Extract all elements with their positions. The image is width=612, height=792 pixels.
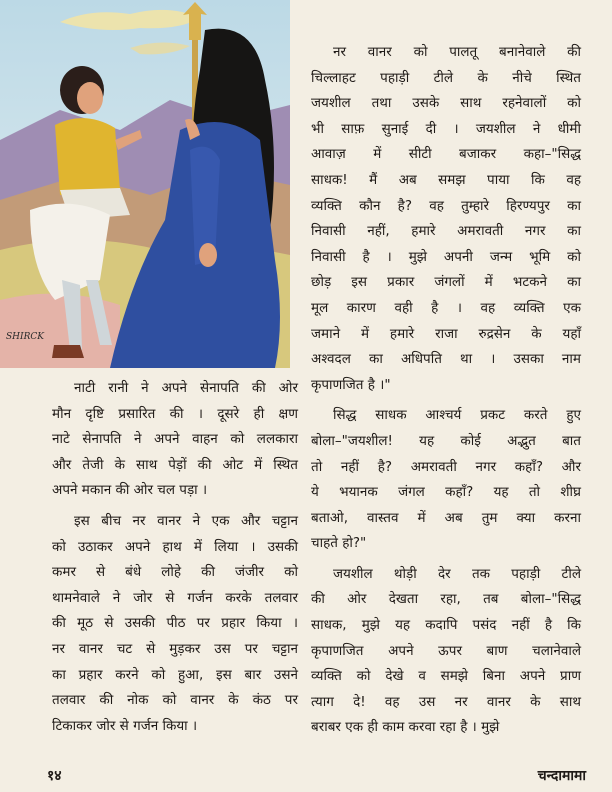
text-line: बताओ, वास्तव में अब तुम क्या करना	[311, 509, 581, 526]
illustration-art	[0, 0, 290, 368]
text-line: को उठाकर अपने हाथ में लिया । उसकी	[52, 538, 298, 555]
text-line: भी साफ़ सुनाई दी । जयशील ने धीमी	[311, 120, 581, 137]
text-line: छोड़ इस प्रकार जंगलों में भटकने का	[311, 274, 581, 291]
text-line: अपने मकान की ओर चल पड़ा ।	[52, 482, 208, 499]
text-line: साधक, मुझे यह कदापि पसंद नहीं है कि	[311, 617, 581, 634]
paragraph	[52, 376, 298, 504]
text-line: मौन दृष्टि प्रसारित की । दूसरे ही क्षण	[52, 405, 298, 422]
text-line: की मूठ से उसकी पीठ पर प्रहार किया ।	[52, 615, 298, 632]
text-line: कमर से बंधे लोहे की जंजीर को	[52, 564, 298, 581]
text-line: जयशील थोड़ी देर तक पहाड़ी टीले	[333, 565, 581, 582]
text-line: थामनेवाले ने जोर से गर्जन करके तलवार	[52, 589, 298, 606]
text-line: बोला–"जयशील! यह कोई अद्भुत बात	[311, 432, 581, 449]
text-line: और तेजी के साथ पेड़ों की ओट में स्थित	[52, 456, 298, 473]
text-line: नर वानर चट से मुड़कर उस पर चट्टान	[52, 640, 298, 657]
text-line: चिल्लाहट पहाड़ी टीले के नीचे स्थित	[311, 69, 581, 86]
text-line: कृपाणजित अपने ऊपर बाण चलानेवाले	[311, 642, 581, 659]
paragraph	[311, 403, 581, 557]
story-illustration	[0, 0, 290, 368]
text-line: इस बीच नर वानर ने एक और चट्टान	[74, 512, 298, 529]
page-footer	[0, 764, 612, 792]
text-line: जयशील तथा उसके साथ रहनेवालों को	[311, 95, 581, 112]
text-line: ये भयानक जंगल कहाँ? यह तो शीघ्र	[311, 484, 581, 501]
artist-signature: SHIRCK	[6, 332, 44, 342]
text-line: की ओर देखता रहा, तब बोला–"सिद्ध	[311, 591, 581, 608]
text-line: आवाज़ में सीटी बजाकर कहा–"सिद्ध	[311, 146, 581, 163]
text-line: का प्रहार करने को हुआ, इस बार उसने	[52, 666, 298, 683]
text-line: कृपाणजित है ।"	[311, 376, 391, 393]
left-text-column	[52, 376, 298, 739]
text-line: त्याग दे! वह उस नर वानर के साथ	[311, 693, 581, 710]
text-line: निवासी है । मुझे अपनी जन्म भूमि को	[311, 248, 581, 265]
text-line: व्यक्ति को देखे व समझे बिना अपने प्राण	[311, 668, 581, 685]
magazine-name: चन्दामामा	[537, 768, 586, 784]
text-line: नर वानर को पालतू बनानेवाले की	[333, 44, 581, 60]
page-number: १४	[47, 768, 62, 784]
text-line: व्यक्ति कौन है? वह तुम्हारे हिरण्यपुर का	[311, 197, 581, 214]
text-line: बराबर एक ही काम करवा रहा है । मुझे	[311, 719, 500, 736]
paragraph	[52, 509, 298, 739]
text-line: अश्वदल का अधिपति था । उसका नाम	[311, 351, 581, 368]
text-line: जमाने में हमारे राजा रुद्रसेन के यहाँ	[311, 325, 581, 342]
text-line: नाटे सेनापति ने अपने वाहन को ललकारा	[52, 431, 298, 448]
text-line: चाहते हो?"	[311, 535, 367, 552]
text-line: नाटी रानी ने अपने सेनापति की ओर	[74, 380, 298, 396]
text-line: मूल कारण वही है । वह व्यक्ति एक	[311, 299, 581, 316]
text-line: सिद्ध साधक आश्चर्य प्रकट करते हुए	[333, 407, 581, 424]
text-line: तो नहीं है? अमरावती नगर कहाँ? और	[311, 458, 581, 475]
text-line: टिकाकर जोर से गर्जन किया ।	[52, 717, 198, 734]
paragraph	[311, 562, 581, 741]
paragraph	[311, 40, 581, 398]
text-line: तलवार की नोक को वानर के कंठ पर	[52, 692, 298, 709]
right-text-column	[311, 40, 581, 741]
text-line: निवासी नहीं, हमारे अमरावती नगर का	[311, 223, 581, 240]
text-line: साधक! मैं अब समझ पाया कि वह	[311, 171, 581, 188]
